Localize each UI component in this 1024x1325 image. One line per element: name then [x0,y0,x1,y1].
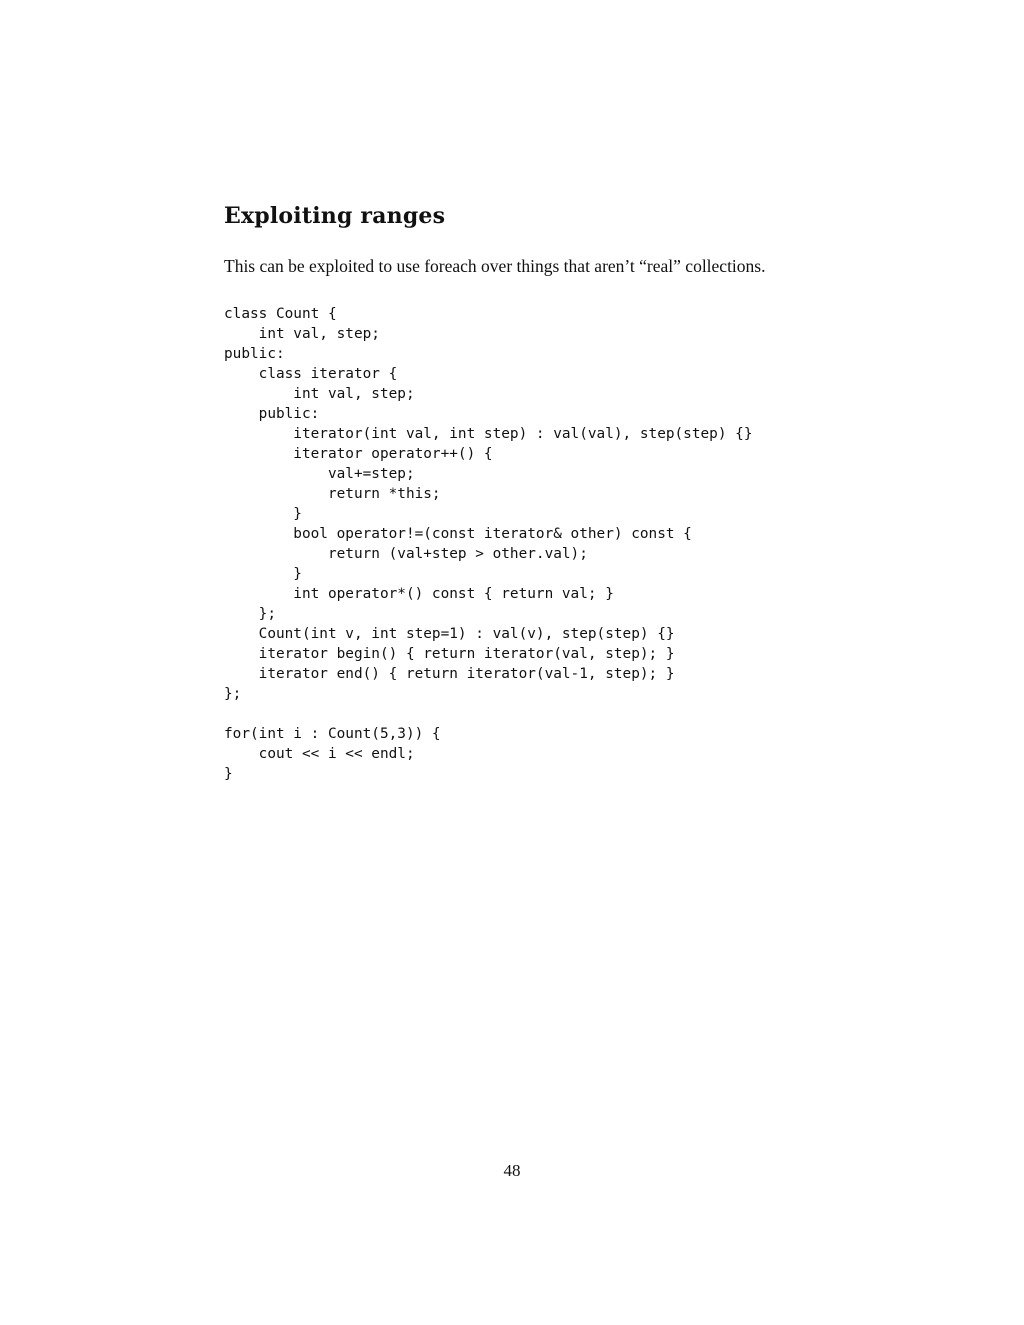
code-line: Count(int v, int step=1) : val(v), step(step) {} [224,626,675,642]
intro-paragraph: This can be exploited to use foreach over things that aren’t “real” collections. [224,256,766,276]
code-line: iterator begin() { return iterator(val, step); } [224,646,675,662]
code-listing [224,304,753,784]
section-title: Exploiting ranges [224,203,446,229]
page-number: 48 [503,1161,521,1180]
code-line: class Count { [224,306,337,322]
code-line: int val, step; [224,386,415,402]
code-line: int val, step; [224,326,380,342]
code-line: } [224,506,302,522]
code-line: return *this; [224,486,441,502]
code-line: iterator(int val, int step) : val(val), step(step) {} [224,426,753,442]
code-line: val+=step; [224,466,415,482]
code-line: }; [224,686,242,702]
code-line [224,704,753,724]
code-line: for(int i : Count(5,3)) { [224,726,441,742]
code-line: iterator operator++() { [224,446,493,462]
code-line: } [224,766,233,782]
code-line: bool operator!=(const iterator& other) const { [224,526,692,542]
code-line: iterator end() { return iterator(val-1, step); } [224,666,675,682]
code-line: public: [224,406,320,422]
code-line: class iterator { [224,366,398,382]
code-line: cout << i << endl; [224,746,415,762]
code-line: return (val+step > other.val); [224,546,588,562]
code-line: } [224,566,302,582]
code-line: public: [224,346,285,362]
code-line: int operator*() const { return val; } [224,586,614,602]
code-line: }; [224,606,276,622]
